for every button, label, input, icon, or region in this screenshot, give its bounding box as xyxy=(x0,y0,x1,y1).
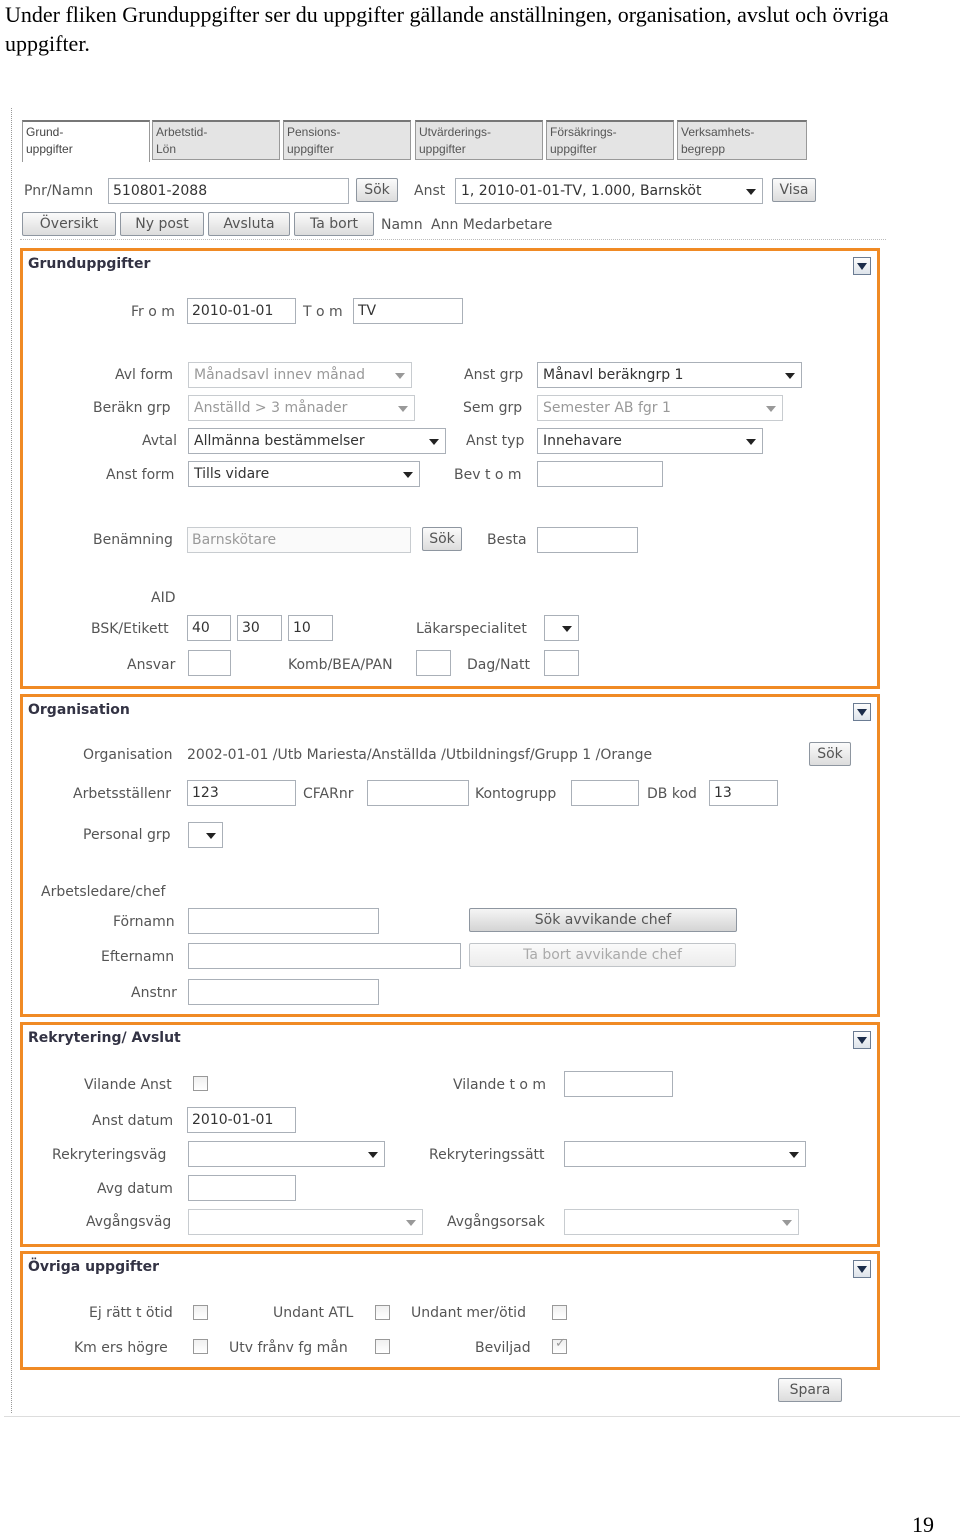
dagnatt-label: Dag/Natt xyxy=(467,657,530,673)
cfarnr-label: CFARnr xyxy=(303,786,354,802)
tab-label: Arbetstid- xyxy=(156,125,208,139)
namn-value: Ann Medarbetare xyxy=(431,217,553,233)
pnr-field[interactable]: 510801-2088 xyxy=(108,178,349,204)
spara-button[interactable]: Spara xyxy=(778,1378,842,1402)
avgangsvag-select[interactable] xyxy=(188,1209,423,1235)
chevron-down-icon xyxy=(429,439,439,445)
chevron-down-icon xyxy=(368,1152,378,1158)
avgangsorsak-select[interactable] xyxy=(564,1209,799,1235)
bsk-field-3[interactable]: 10 xyxy=(288,615,333,641)
ta-bort-avvikande-chef-button[interactable]: Ta bort avvikande chef xyxy=(469,943,736,967)
bsk-label: BSK/Etikett xyxy=(91,621,169,637)
vilande-anst-checkbox[interactable] xyxy=(193,1076,208,1091)
ansttyp-label: Anst typ xyxy=(466,433,525,449)
fornamn-field[interactable] xyxy=(188,908,379,934)
select-value: Innehavare xyxy=(543,433,622,449)
avgangsvag-label: Avgångsväg xyxy=(86,1214,172,1230)
dbkod-label: DB kod xyxy=(647,786,697,802)
utvfranv-checkbox[interactable] xyxy=(375,1339,390,1354)
collapse-icon[interactable] xyxy=(853,703,871,721)
bsk-field-2[interactable]: 30 xyxy=(237,615,282,641)
personalgrp-select[interactable] xyxy=(188,822,223,848)
select-value: Månadsavl innev månad xyxy=(194,367,366,383)
lakarspecialitet-label: Läkarspecialitet xyxy=(416,621,527,637)
efternamn-label: Efternamn xyxy=(101,949,175,965)
tab-label: uppgifter xyxy=(550,142,597,156)
komb-field[interactable] xyxy=(416,650,451,676)
collapse-icon[interactable] xyxy=(853,1031,871,1049)
collapse-icon[interactable] xyxy=(853,257,871,275)
anstform-label: Anst form xyxy=(106,467,175,483)
bevtom-label: Bev t o m xyxy=(454,467,522,483)
tab-grunduppgifter[interactable] xyxy=(22,120,150,162)
sok-avvikande-chef-button[interactable]: Sök avvikande chef xyxy=(469,908,737,932)
select-value: Månavl beräkngrp 1 xyxy=(543,367,684,383)
anstgrp-label: Anst grp xyxy=(464,367,524,383)
chevron-down-icon xyxy=(785,373,795,379)
rekryteringssatt-label: Rekryteringssätt xyxy=(429,1147,545,1163)
aid-label: AID xyxy=(151,590,176,606)
from-label: Fr o m xyxy=(131,304,175,320)
organisation-search-button[interactable]: Sök xyxy=(809,742,851,766)
avgangsorsak-label: Avgångsorsak xyxy=(447,1214,545,1230)
chevron-down-icon xyxy=(746,439,756,445)
visa-button[interactable]: Visa xyxy=(772,178,816,202)
select-value: Allmänna bestämmelser xyxy=(194,433,365,449)
arbetsledare-label: Arbetsledare/chef xyxy=(41,884,166,900)
vilande-tom-field[interactable] xyxy=(564,1071,673,1097)
anstdatum-field[interactable]: 2010-01-01 xyxy=(187,1107,296,1133)
from-field[interactable]: 2010-01-01 xyxy=(187,298,296,324)
benamning-search-button[interactable]: Sök xyxy=(422,527,462,551)
kmers-checkbox[interactable] xyxy=(193,1339,208,1354)
select-value: Semester AB fgr 1 xyxy=(543,400,671,416)
divider xyxy=(20,239,886,240)
intro-text: Under fliken Grunduppgifter ser du uppgifter gällande anställningen, organisation, avslut och övriga uppgifter. xyxy=(5,2,889,56)
ansvar-label: Ansvar xyxy=(127,657,176,673)
lakarspecialitet-select[interactable] xyxy=(544,615,579,641)
kontogrupp-field[interactable] xyxy=(571,780,639,806)
utvfranv-label: Utv frånv fg mån xyxy=(229,1340,348,1356)
avlform-select[interactable] xyxy=(188,362,412,388)
kontogrupp-label: Kontogrupp xyxy=(475,786,557,802)
undantatl-label: Undant ATL xyxy=(273,1305,354,1321)
oversikt-button[interactable]: Översikt xyxy=(22,212,116,236)
chevron-down-icon xyxy=(782,1220,792,1226)
efternamn-field[interactable] xyxy=(188,943,461,969)
arbetsstallenr-label: Arbetsställenr xyxy=(73,786,171,802)
bsk-field-1[interactable]: 40 xyxy=(187,615,231,641)
tab-label: uppgifter xyxy=(419,142,466,156)
anstnr-field[interactable] xyxy=(188,979,379,1005)
tab-label: Utvärderings- xyxy=(419,125,492,139)
anst-select[interactable] xyxy=(455,178,763,204)
undantatl-checkbox[interactable] xyxy=(375,1305,390,1320)
beviljad-checkbox[interactable] xyxy=(552,1339,567,1354)
chevron-down-icon xyxy=(789,1152,799,1158)
chevron-down-icon xyxy=(206,833,216,839)
tab-label: Pensions- xyxy=(287,125,341,139)
ny-post-button[interactable]: Ny post xyxy=(120,212,204,236)
page-number: 19 xyxy=(912,1512,934,1537)
semgrp-label: Sem grp xyxy=(463,400,523,416)
avtal-label: Avtal xyxy=(142,433,177,449)
collapse-icon[interactable] xyxy=(853,1260,871,1278)
anst-select-value: 1, 2010-01-01-TV, 1.000, Barnsköt xyxy=(461,183,702,199)
tab-label: Försäkrings- xyxy=(550,125,617,139)
chevron-down-icon xyxy=(746,189,756,195)
panel-title: Grunduppgifter xyxy=(28,256,151,272)
dagnatt-field[interactable] xyxy=(544,650,579,676)
anst-label: Anst xyxy=(414,183,446,199)
select-value: Anställd > 3 månader xyxy=(194,400,348,416)
chevron-down-icon xyxy=(406,1220,416,1226)
panel-title: Övriga uppgifter xyxy=(28,1259,160,1275)
tab-label: uppgifter xyxy=(26,142,73,156)
tab-label: uppgifter xyxy=(287,142,334,156)
besta-field[interactable] xyxy=(537,527,638,553)
berakn-label: Beräkn grp xyxy=(93,400,171,416)
tab-label: Grund- xyxy=(26,125,64,139)
undantmer-checkbox[interactable] xyxy=(552,1305,567,1320)
beviljad-label: Beviljad xyxy=(475,1340,531,1356)
anstform-select[interactable] xyxy=(188,461,420,487)
page-border-left xyxy=(11,108,12,1413)
ejratt-label: Ej rätt t ötid xyxy=(89,1305,173,1321)
avlform-label: Avl form xyxy=(115,367,174,383)
tab-arbetstid-lon[interactable] xyxy=(152,120,280,160)
pnr-label: Pnr/Namn xyxy=(24,183,94,199)
vilande-tom-label: Vilande t o m xyxy=(453,1077,547,1093)
personalgrp-label: Personal grp xyxy=(83,827,171,843)
rekryteringsvag-select[interactable] xyxy=(188,1141,385,1167)
tab-label: begrepp xyxy=(681,142,726,156)
avgdatum-label: Avg datum xyxy=(97,1181,173,1197)
besta-label: Besta xyxy=(487,532,527,548)
fornamn-label: Förnamn xyxy=(113,914,175,930)
rekryteringssatt-select[interactable] xyxy=(564,1141,806,1167)
benamning-label: Benämning xyxy=(93,532,173,548)
anstdatum-label: Anst datum xyxy=(92,1113,174,1129)
kmers-label: Km ers högre xyxy=(74,1340,168,1356)
tab-utvarderingsuppgifter[interactable] xyxy=(415,120,543,160)
pnr-search-button[interactable]: Sök xyxy=(356,178,398,202)
anstgrp-select[interactable] xyxy=(537,362,802,388)
dbkod-field[interactable]: 13 xyxy=(709,780,778,806)
rekryteringsvag-label: Rekryteringsväg xyxy=(52,1147,167,1163)
berakn-select[interactable] xyxy=(188,395,415,421)
ansttyp-select[interactable] xyxy=(537,428,763,454)
tab-label: Lön xyxy=(156,142,177,156)
semgrp-select[interactable] xyxy=(537,395,783,421)
ta-bort-button[interactable]: Ta bort xyxy=(294,212,374,236)
avsluta-button[interactable]: Avsluta xyxy=(208,212,290,236)
organisation-value: 2002-01-01 /Utb Mariesta/Anställda /Utbildningsf/Grupp 1 /Orange xyxy=(187,747,653,763)
tab-verksamhetsbegrepp[interactable] xyxy=(677,120,807,160)
ejratt-checkbox[interactable] xyxy=(193,1305,208,1320)
anstnr-label: Anstnr xyxy=(131,985,177,1001)
chevron-down-icon xyxy=(395,373,405,379)
undantmer-label: Undant mer/ötid xyxy=(411,1305,526,1321)
arbetsstallenr-field[interactable]: 123 xyxy=(187,780,296,806)
ansvar-field[interactable] xyxy=(188,650,231,676)
namn-label: Namn xyxy=(381,217,423,233)
select-value: Tills vidare xyxy=(194,466,270,482)
cfarnr-field[interactable] xyxy=(367,780,469,806)
tom-field[interactable]: TV xyxy=(353,298,463,324)
chevron-down-icon xyxy=(562,626,572,632)
tab-label: Verksamhets- xyxy=(681,125,755,139)
tom-label: T o m xyxy=(303,304,343,320)
panel-title: Organisation xyxy=(28,702,130,718)
vilande-anst-label: Vilande Anst xyxy=(84,1077,172,1093)
chevron-down-icon xyxy=(766,406,776,412)
organisation-label: Organisation xyxy=(83,747,173,763)
bevtom-field[interactable] xyxy=(537,461,663,487)
panel-title: Rekrytering/ Avslut xyxy=(28,1030,181,1046)
avtal-select[interactable] xyxy=(188,428,446,454)
chevron-down-icon xyxy=(403,472,413,478)
tab-forsakringsuppgifter[interactable] xyxy=(546,120,674,160)
benamning-field[interactable]: Barnskötare xyxy=(187,527,411,553)
chevron-down-icon xyxy=(398,406,408,412)
avgdatum-field[interactable] xyxy=(188,1175,296,1201)
footer-divider xyxy=(4,1416,960,1417)
tab-pensionsuppgifter[interactable] xyxy=(283,120,411,160)
komb-label: Komb/BEA/PAN xyxy=(288,657,393,673)
